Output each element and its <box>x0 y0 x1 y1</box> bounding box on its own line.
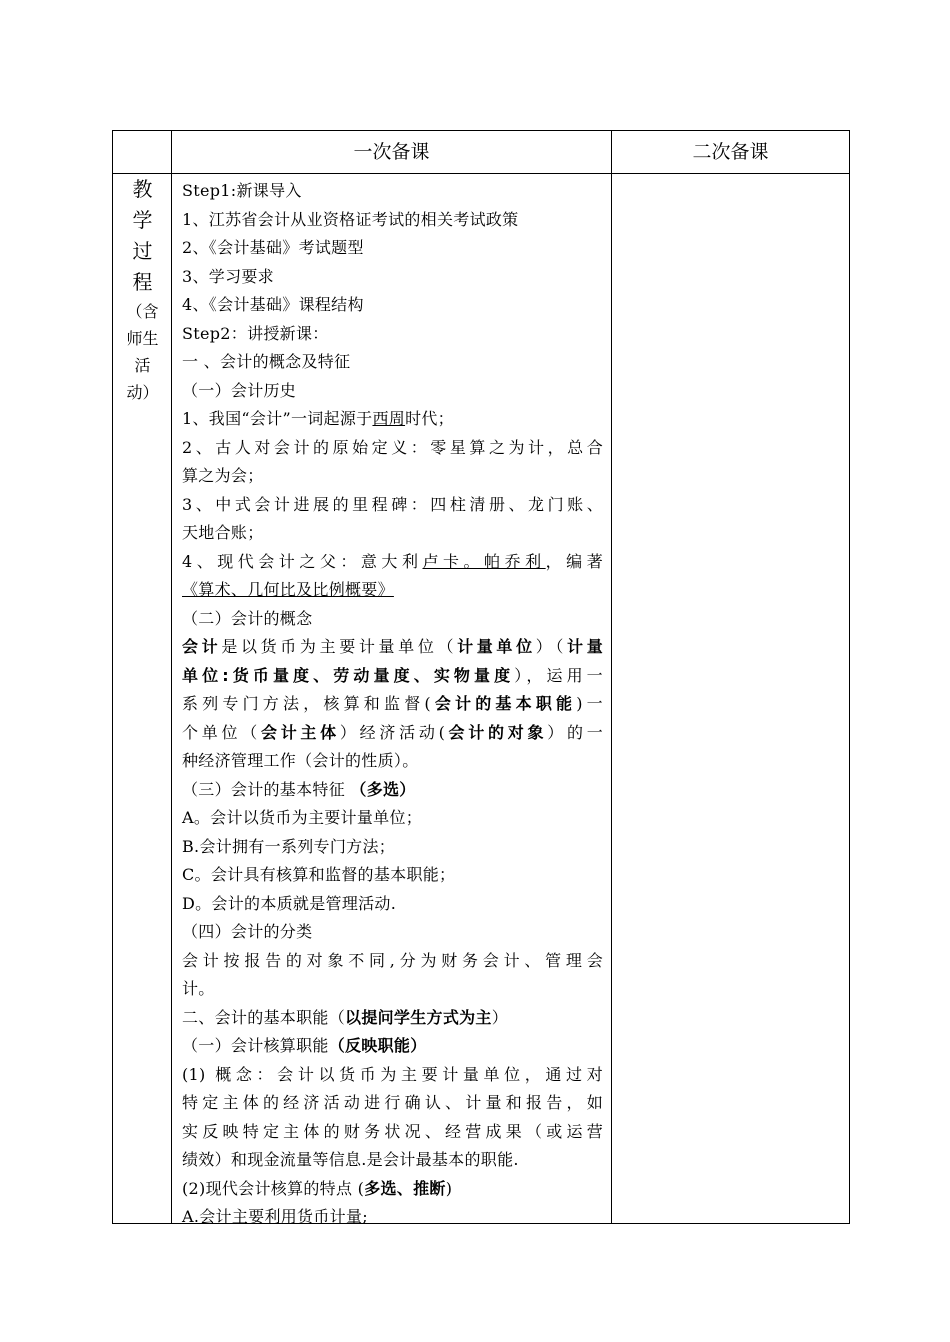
text-line: Step2：讲授新课： <box>182 323 329 343</box>
bold-term: 单位:货币量度、劳动量度、实物量度 <box>182 665 515 685</box>
text-span: 是以货币为主要计量单位（ <box>221 637 458 656</box>
text-line <box>182 633 603 662</box>
text-line <box>182 719 603 748</box>
text-line <box>182 776 603 805</box>
side-label-char: 教 <box>132 177 153 201</box>
underlined-term: 《算术、几何比及比例概要》 <box>182 580 394 599</box>
text-span: 时代； <box>405 409 454 428</box>
underlined-term: 西周 <box>372 409 406 428</box>
text-line <box>182 1032 603 1061</box>
text-span: ）经济活动( <box>339 722 446 742</box>
text-span: （三）会计的基本特征 <box>182 779 351 799</box>
text-span: 个单位（ <box>182 722 261 742</box>
text-span: 4、现代会计之父：意大利 <box>182 551 423 571</box>
text-line: 1、江苏省会计从业资格证考试的相关考试政策 <box>182 209 519 229</box>
bold-term: 会计的对象 <box>445 722 548 742</box>
text-line: 计。 <box>182 979 215 998</box>
text-span: 系列专门方法，核算和监督( <box>182 694 431 713</box>
side-label-sub: （含 <box>126 302 159 321</box>
side-label-sub: 活 <box>134 356 151 375</box>
text-line: D。会计的本质就是管理活动. <box>182 893 397 913</box>
text-span: ） <box>491 1007 509 1027</box>
text-line: B.会计拥有一系列专门方法； <box>182 836 396 856</box>
lesson-content <box>182 177 603 1232</box>
side-label-char: 学 <box>132 208 153 232</box>
text-line: 2、《会计基础》考试题型 <box>182 238 364 257</box>
text-line <box>182 548 603 577</box>
header-first-prep: 一次备课 <box>353 141 430 163</box>
text-line: 种经济管理工作（会计的性质）。 <box>182 751 419 770</box>
header-divider <box>113 173 849 174</box>
text-line: C。会计具有核算和监督的基本职能； <box>182 865 456 884</box>
text-line: 3、中式会计进展的里程碑：四柱清册、龙门账、 <box>182 494 603 514</box>
text-line <box>182 405 603 434</box>
column-divider <box>611 131 612 1223</box>
text-line: （二）会计的概念 <box>182 608 313 628</box>
text-span: ) <box>445 1178 453 1198</box>
text-span: ），运用一 <box>514 665 603 685</box>
text-line: 会计按报告的对象不同,分为财务会计、管理会 <box>182 950 603 970</box>
text-span: ，编著 <box>545 551 603 571</box>
text-span: ）（ <box>535 637 568 656</box>
text-line: 实反映特定主体的财务状况、经营成果（或运营 <box>182 1121 603 1141</box>
text-line: 绩效）和现金流量等信息.是会计最基本的职能. <box>182 1150 519 1169</box>
bold-term: 会计的基本职能 <box>430 694 577 713</box>
bold-term: 计量 <box>567 637 603 656</box>
header-second-prep: 二次备课 <box>692 141 769 163</box>
text-span: （一）会计核算职能 <box>182 1036 329 1055</box>
bold-term: （多选） <box>350 779 416 799</box>
text-line: 3、学习要求 <box>182 266 274 286</box>
text-line <box>182 690 603 719</box>
bold-term: 多选、推断 <box>364 1178 446 1198</box>
text-line: A。会计以货币为主要计量单位； <box>182 808 423 827</box>
text-line: (1) 概念：会计以货币为主要计量单位，通过对 <box>182 1064 603 1084</box>
side-label-char: 程 <box>132 270 153 294</box>
text-span: )一 <box>576 694 603 713</box>
text-line: 一 、会计的概念及特征 <box>182 352 351 371</box>
bold-term: 会计 <box>182 637 222 656</box>
text-line: 特定主体的经济活动进行确认、计量和报告，如 <box>182 1093 603 1112</box>
bold-term: 计量单位 <box>457 637 536 656</box>
text-line <box>182 1175 603 1204</box>
text-span: 二、会计的基本职能（ <box>182 1007 346 1027</box>
bold-term: 会计主体 <box>260 722 340 742</box>
bold-term: （反映职能） <box>328 1036 427 1055</box>
text-span: ）的一 <box>547 722 604 742</box>
underlined-term: 卢卡。帕乔利 <box>422 551 546 571</box>
text-line: （四）会计的分类 <box>182 922 313 941</box>
lesson-plan-table <box>112 130 850 1224</box>
bold-term: 以提问学生方式为主 <box>345 1007 492 1027</box>
text-line: 算之为会； <box>182 466 264 485</box>
text-line: （一）会计历史 <box>182 380 297 400</box>
text-line <box>182 662 603 691</box>
text-line <box>182 1004 603 1033</box>
side-label-sub: 动） <box>126 383 159 402</box>
text-line: Step1:新课导入 <box>182 181 302 200</box>
text-line <box>182 576 603 605</box>
text-span: (2)现代会计核算的特点 ( <box>182 1178 365 1198</box>
side-label-sub: 师生 <box>126 329 159 348</box>
text-line: A.会计主要利用货币计量; <box>182 1207 368 1226</box>
text-line: 天地合账； <box>182 523 264 542</box>
text-line: 4、《会计基础》课程结构 <box>182 295 364 314</box>
text-span: 1、我国“会计”一词起源于 <box>182 409 373 428</box>
text-line: 2、古人对会计的原始定义：零星算之为计，总合 <box>182 437 603 457</box>
side-label-char: 过 <box>132 239 153 263</box>
side-label <box>113 174 172 406</box>
